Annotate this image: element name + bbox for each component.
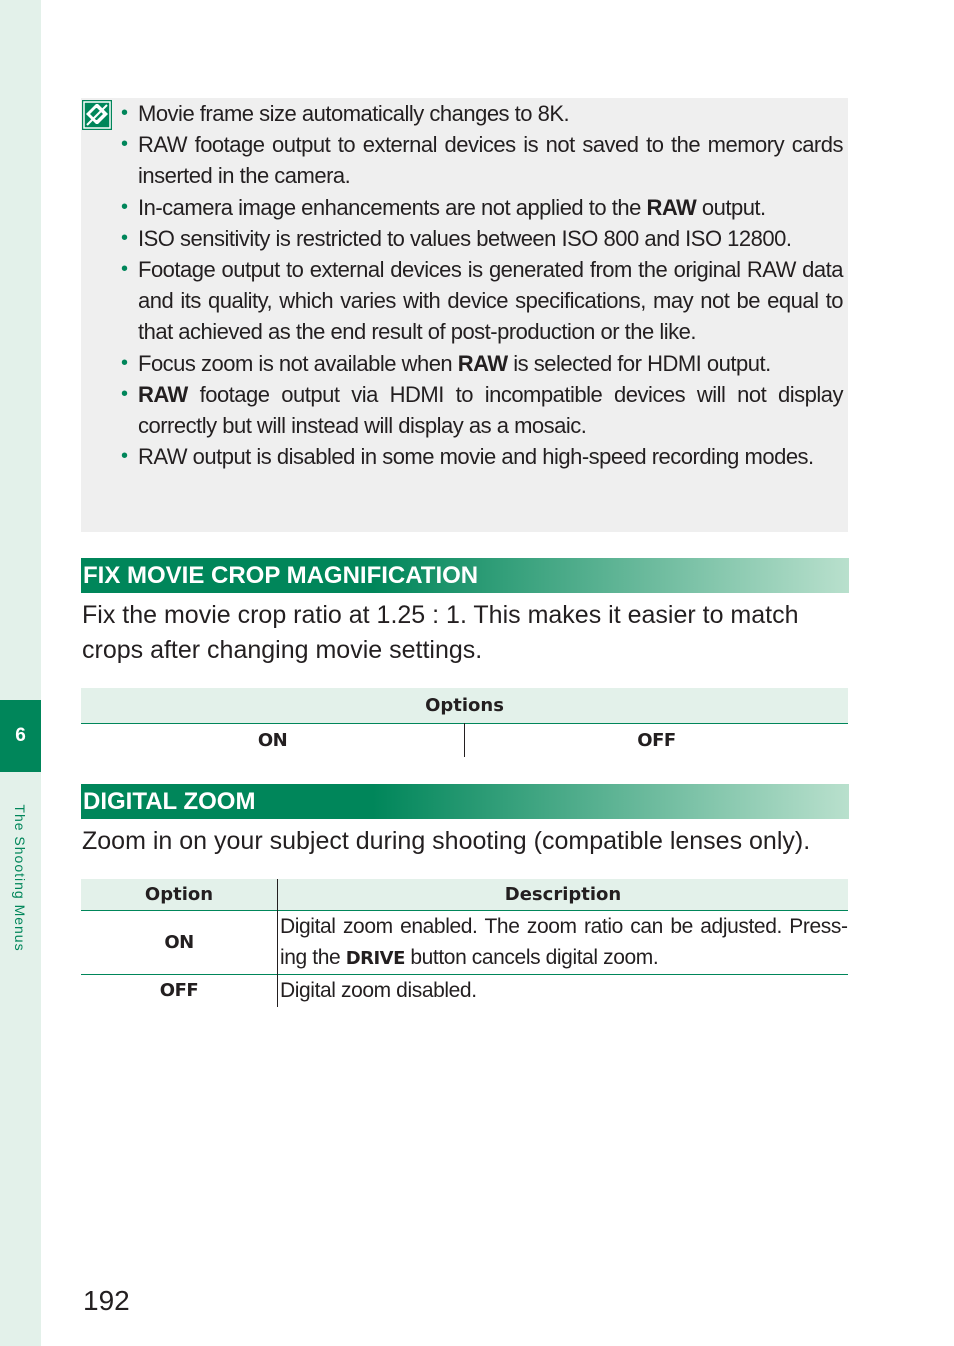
option-off[interactable]: OFF [637,729,676,751]
options-header: Options [81,688,848,723]
fix-crop-options-table [81,688,848,757]
chapter-tab[interactable] [0,700,41,772]
bullet-icon: • [121,226,128,249]
section-heading-digital-zoom: DIGITAL ZOOM [81,784,849,819]
option-column-header: Option [81,879,278,910]
bullet-icon: • [121,351,128,374]
note-item: • In-camera image enhancements are not applied to the RAW output. [121,192,843,223]
drive-button-label: DRIVE [345,947,405,969]
option-on: ON [81,910,278,974]
fix-crop-description: Fix the movie crop ratio at 1.25 : 1. This makes it easier to match crops after changing movie settings. [82,601,799,664]
note-item: • ISO sensitivity is restricted to values between ISO 800 and ISO 12800. [121,223,843,254]
table-row [81,974,848,1007]
note-item: • RAW output is disabled in some movie and high-speed recording modes. [121,441,843,472]
option-on-description: Digital zoom enabled. The zoom ratio can be adjusted. Pressing the DRIVE button cancels digital zoom. [280,914,848,969]
option-off-description: Digital zoom disabled. [280,978,477,1002]
digital-zoom-table [81,879,848,1007]
note-list [121,98,843,472]
note-item: • RAW footage output to external devices is not saved to the memory cards inserted in the camera. [121,129,843,191]
bullet-icon: • [121,195,128,218]
bullet-icon: • [121,102,128,124]
note-box [81,98,848,532]
section-heading-fix-crop: FIX MOVIE CROP MAGNIFICATION [81,558,849,593]
option-off: OFF [81,974,278,1007]
note-item: • RAW footage output via HDMI to incompatible devices will not display correctly but will instead will display as a mosaic. [121,379,843,441]
side-strip [0,0,41,1346]
bullet-icon: • [121,258,128,281]
digital-zoom-description: Zoom in on your subject during shooting (compatible lenses only). [82,827,811,855]
note-icon [82,100,112,130]
note-item: • Movie frame size automatically changes to 8K. [121,98,843,129]
table-row [81,910,848,974]
note-item: • Focus zoom is not available when RAW is selected for HDMI output. [121,348,843,379]
bullet-icon: • [121,445,128,468]
page-number: 192 [83,1285,130,1316]
chapter-number: 6 [15,725,26,746]
description-column-header: Description [278,879,849,910]
chapter-label: The Shooting Menus [12,804,28,952]
bullet-icon: • [121,382,128,405]
note-item: • Footage output to external devices is generated from the original RAW data and its quality, which varies with device specifications, may not be equal to that achieved as the end result of post-production or the like. [121,254,843,348]
bullet-icon: • [121,133,128,156]
option-on[interactable]: ON [81,723,465,757]
